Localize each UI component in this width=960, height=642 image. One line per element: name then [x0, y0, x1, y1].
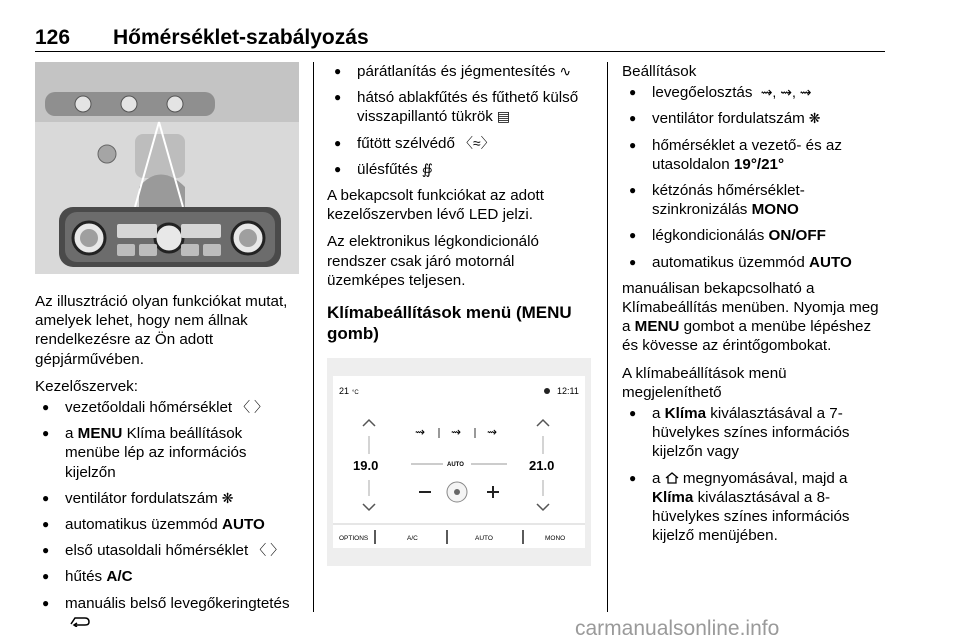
controls-list [35, 398, 300, 632]
heated-windscreen-icon: 〈≈〉 [458, 134, 495, 151]
air-distribution-icon: ⇝ [415, 425, 426, 440]
column-2 [327, 62, 595, 566]
header-divider [35, 51, 885, 52]
svg-text:21.0: 21.0 [529, 458, 555, 474]
list-item: ● automatikus üzemmód AUTO [622, 253, 890, 272]
list-item: ● fűtött szélvédő 〈≈〉 [327, 134, 595, 153]
svg-text:AUTO: AUTO [475, 535, 493, 543]
svg-text:A/C: A/C [407, 535, 418, 543]
intro-paragraph: Az illusztráció olyan funkciókat mutat, amelyek lehet, hogy nem állnak rendelkezésre az Ön adott gépjárművében. [35, 293, 288, 368]
list-item: ● levegőelosztás ⇝, ⇝, ⇝ [622, 83, 890, 102]
list-item: ● ülésfűtés ∯ [327, 160, 595, 179]
manual-note: manuálisan bekapcsolható a Klímabeállítás menüben. Nyomja meg a MENU gombot a menübe lépéshez és kövesse az érintőgombokat. [622, 279, 879, 355]
settings-list [622, 83, 890, 272]
list-item: ● hűtés A/C [35, 567, 300, 586]
recirculation-icon [69, 615, 91, 627]
svg-text:12:11: 12:11 [557, 386, 579, 397]
page-title: Hőmérséklet-szabályozás [113, 26, 369, 49]
air-distribution-icon: ⇝ [487, 425, 498, 440]
ac-note: Az elektronikus légkondicionáló rendszer csak járó motornál üzemképes teljesen. [327, 233, 539, 289]
climate-menu-screen [327, 358, 591, 566]
seat-heat-icon: ∯ [421, 160, 433, 177]
list-item: ● automatikus üzemmód AUTO [35, 515, 300, 534]
display-list [622, 404, 890, 545]
air-distribution-icon: ⇝ [451, 425, 462, 440]
settings-label: Beállítások [622, 63, 697, 80]
list-item: ● a Klíma kiválasztásával a 7-hüvelykes színes információs kijelzőn vagy [622, 404, 890, 462]
list-item: ● párátlanítás és jégmentesítés ∿ [327, 62, 595, 81]
list-item: ● légkondicionálás ON/OFF [622, 226, 890, 245]
display-label: A klímabeállítások menü megjeleníthető [622, 364, 787, 401]
svg-text:OPTIONS: OPTIONS [339, 535, 369, 543]
svg-text:AUTO: AUTO [447, 462, 464, 469]
page-number: 126 [35, 26, 71, 49]
climate-control-panel-photo [35, 62, 299, 274]
home-icon [665, 472, 679, 484]
svg-text:°C: °C [352, 390, 359, 397]
fan-icon: ❋ [221, 489, 234, 506]
air-distribution-icons: ⇝, ⇝, ⇝ [760, 84, 812, 101]
temp-rotary-icon: 〈 〉 [252, 542, 285, 559]
list-item: ● ventilátor fordulatszám ❋ [35, 489, 300, 508]
list-item: ● kétzónás hőmérséklet-szinkronizálás MONO [622, 181, 890, 219]
list-item: ● első utasoldali hőmérséklet 〈 〉 [35, 541, 300, 560]
svg-text:21: 21 [339, 386, 350, 397]
list-item: ● ventilátor fordulatszám ❋ [622, 109, 890, 128]
column-divider-2 [607, 62, 608, 612]
column-1 [35, 62, 300, 639]
watermark: carmanualsonline.info [575, 617, 780, 640]
settings-gear-icon [544, 388, 550, 394]
temp-rotary-icon: 〈 〉 [236, 399, 269, 416]
fan-icon: ❋ [808, 110, 821, 127]
list-item: ● a megnyomásával, majd a Klíma kiválasztásával a 8-hüvelykes színes információs kijelző menüjében. [622, 469, 890, 546]
svg-text:MONO: MONO [545, 535, 566, 543]
list-item: ● vezetőoldali hőmérséklet 〈 〉 [35, 398, 300, 417]
column-3 [622, 62, 890, 552]
rear-window-heat-icon: ▤ [496, 108, 511, 125]
controls-list-continued [327, 62, 595, 179]
column-divider-1 [313, 62, 314, 612]
led-note: A bekapcsolt funkciókat az adott kezelőszervben lévő LED jelzi. [327, 187, 544, 224]
list-item: ● a MENU Klíma beállítások menübe lép az információs kijelzőn [35, 424, 300, 482]
page-header [35, 26, 885, 52]
list-item: ● manuális belső levegőkeringtetés [35, 594, 300, 632]
svg-text:19.0: 19.0 [353, 458, 379, 474]
defrost-icon: ∿ [559, 63, 572, 79]
list-item: ● hőmérséklet a vezető- és az utasoldalon 19°/21° [622, 136, 890, 174]
controls-label: Kezelőszervek: [35, 377, 138, 395]
list-item: ● hátsó ablakfűtés és fűthető külső visszapillantó tükrök ▤ [327, 88, 595, 126]
section-heading: Klímabeállítások menü (MENU gomb) [327, 303, 572, 344]
